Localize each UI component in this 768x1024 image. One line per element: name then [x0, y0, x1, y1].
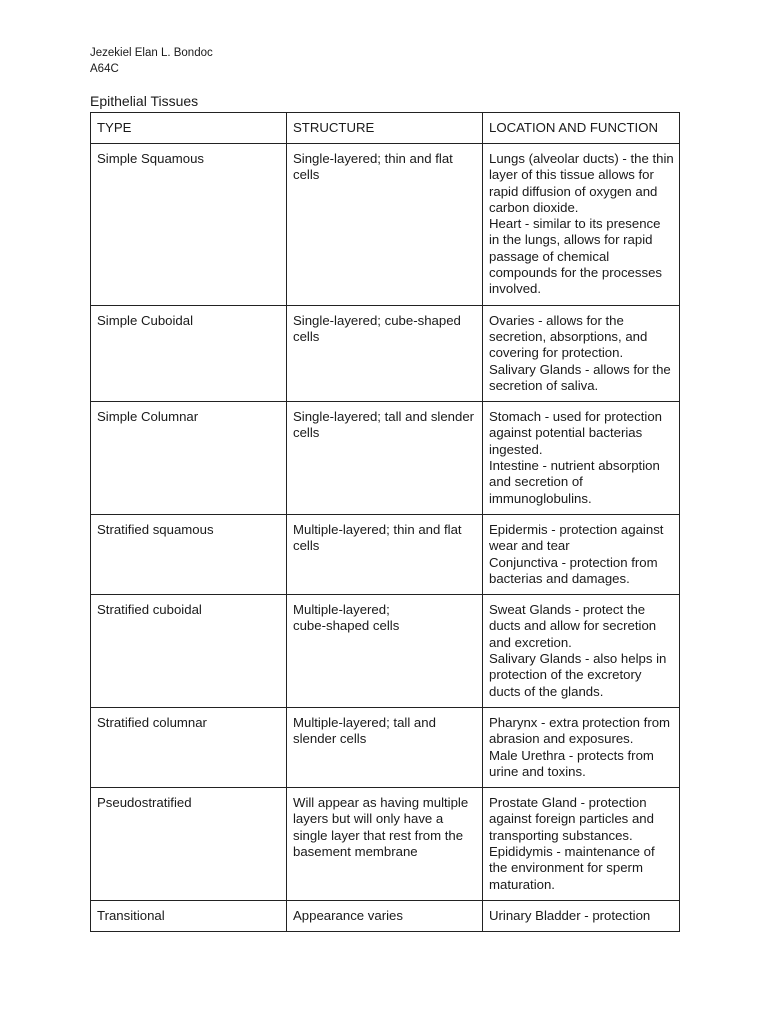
structure-cell: Single-layered; tall and slender cells — [287, 402, 483, 515]
table-row — [91, 144, 680, 306]
type-cell: Stratified squamous — [91, 514, 287, 594]
structure-cell: Single-layered; thin and flat cells — [287, 144, 483, 306]
table-row — [91, 305, 680, 401]
section-code: A64C — [90, 63, 119, 75]
column-header-location-function: LOCATION AND FUNCTION — [483, 113, 680, 144]
structure-cell: Multiple-layered; cube-shaped cells — [287, 595, 483, 708]
type-cell: Simple Columnar — [91, 402, 287, 515]
type-cell: Stratified columnar — [91, 707, 287, 787]
type-cell: Pseudostratified — [91, 788, 287, 901]
page-title: Epithelial Tissues — [90, 93, 199, 109]
location-function-cell: Epidermis - protection against wear and tear Conjunctiva - protection from bacterias and damages. — [483, 514, 680, 594]
structure-cell: Will appear as having multiple layers but will only have a single layer that rest from the basement membrane — [287, 788, 483, 901]
epithelial-tissues-table — [90, 112, 680, 932]
table-row — [91, 707, 680, 787]
table-row — [91, 595, 680, 708]
location-function-cell: Prostate Gland - protection against foreign particles and transporting substances. Epididymis - maintenance of the environment for sperm maturation. — [483, 788, 680, 901]
location-function-cell: Lungs (alveolar ducts) - the thin layer of this tissue allows for rapid diffusion of oxygen and carbon dioxide. Heart - similar to its presence in the lungs, allows for rapid passage of chemical compounds for the processes involved. — [483, 144, 680, 306]
location-function-cell: Urinary Bladder - protection — [483, 900, 680, 931]
type-cell: Simple Cuboidal — [91, 305, 287, 401]
table-row — [91, 402, 680, 515]
type-cell: Simple Squamous — [91, 144, 287, 306]
location-function-cell: Ovaries - allows for the secretion, absorptions, and covering for protection. Salivary Glands - allows for the secretion of saliva. — [483, 305, 680, 401]
location-function-cell: Sweat Glands - protect the ducts and allow for secretion and excretion. Salivary Glands - also helps in protection of the excretory ducts of the glands. — [483, 595, 680, 708]
location-function-cell: Pharynx - extra protection from abrasion and exposures. Male Urethra - protects from urine and toxins. — [483, 707, 680, 787]
structure-cell: Single-layered; cube-shaped cells — [287, 305, 483, 401]
location-function-cell: Stomach - used for protection against potential bacterias ingested. Intestine - nutrient absorption and secretion of immunoglobulins. — [483, 402, 680, 515]
table-header-row — [91, 113, 680, 144]
author-name: Jezekiel Elan L. Bondoc — [90, 47, 213, 59]
structure-cell: Appearance varies — [287, 900, 483, 931]
type-cell: Transitional — [91, 900, 287, 931]
column-header-structure: STRUCTURE — [287, 113, 483, 144]
table-row — [91, 788, 680, 901]
structure-cell: Multiple-layered; thin and flat cells — [287, 514, 483, 594]
column-header-type: TYPE — [91, 113, 287, 144]
structure-cell: Multiple-layered; tall and slender cells — [287, 707, 483, 787]
type-cell: Stratified cuboidal — [91, 595, 287, 708]
table-row — [91, 900, 680, 931]
table-row — [91, 514, 680, 594]
